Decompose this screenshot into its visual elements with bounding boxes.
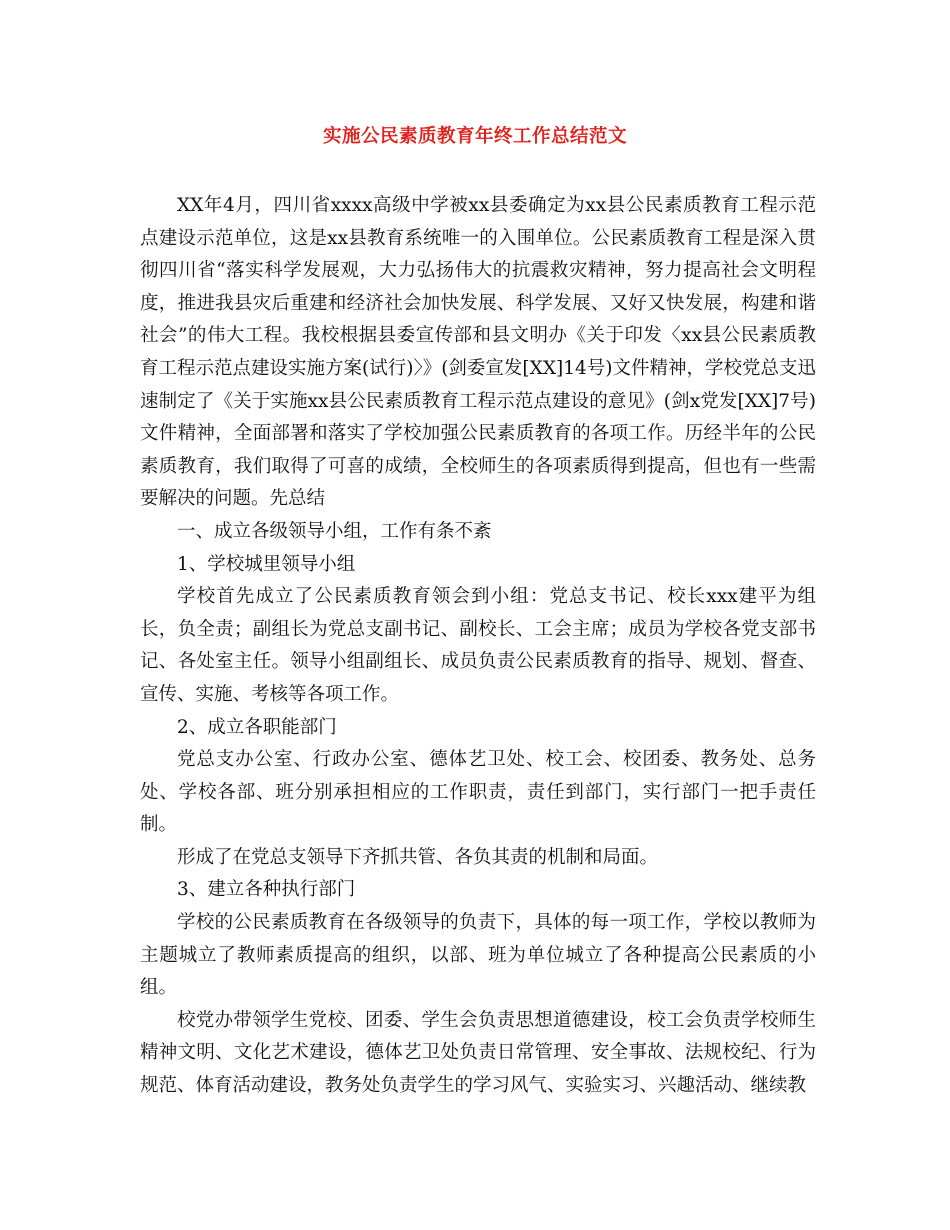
subsection-heading-2: 2、成立各职能部门 [177, 716, 337, 738]
paragraph-execution: 学校的公民素质教育在各级领导的负责下，具体的每一项工作，学校以教师为主题城立了教师素质提高的组织，以部、班为单位城立了各种提高公民素质的小组。 [140, 912, 816, 999]
document-body [140, 190, 816, 1103]
section-heading-1: 一、成立各级领导小组，工作有条不紊 [177, 520, 492, 542]
document-title: 实施公民素质教育年终工作总结范文 [322, 126, 627, 147]
paragraph-intro: XX年4月，四川省xxxx高级中学被xx县委确定为xx县公民素质教育工程示范点建设示范单位，这是xx县教育系统唯一的入围单位。公民素质教育工程是深入贯彻四川省“落实科学发展观，大力弘扬伟大的抗震救灾精神，努力提高社会文明程度，推进我县灾后重建和经济社会加快发展、科学发展、又好又快发展，构建和谐社会”的伟大工程。我校根据县委宣传部和县文明办《关于印发〈xx县公民素质教育工程示范点建设实施方案(试行)〉》(剑委宣发[XX]14号)文件精神，学校党总支迅速制定了《关于实施xx县公民素质教育工程示范点建设的意见》(剑x党发[XX]7号)文件精神，全面部署和落实了学校加强公民素质教育的各项工作。历经半年的公民素质教育，我们取得了可喜的成绩，全校师生的各项素质得到提高，但也有一些需要解决的问题。先总结 [140, 195, 816, 510]
subsection-heading-3: 3、建立各种执行部门 [177, 879, 356, 901]
paragraph-departments: 党总支办公室、行政办公室、德体艺卫处、校工会、校团委、教务处、总务处、学校各部、班分别承担相应的工作职责，责任到部门，实行部门一把手责任制。 [140, 749, 816, 836]
paragraph-responsibilities: 校党办带领学生党校、团委、学生会负责思想道德建设，校工会负责学校师生精神文明、文化艺术建设，德体艺卫处负责日常管理、安全事故、法规校纪、行为规范、体育活动建设，教务处负责学生的学习风气、实验实习、兴趣活动、继续教 [140, 1009, 816, 1097]
subsection-heading-1: 1、学校城里领导小组 [177, 553, 356, 575]
paragraph-leadership-group: 学校首先成立了公民素质教育领会到小组：党总支书记、校长xxx建平为组长，负全责；副组长为党总支副书记、副校长、工会主席；成员为学校各党支部书记、各处室主任。领导小组副组长、成员负责公民素质教育的指导、规划、督查、宣传、实施、考核等各项工作。 [140, 586, 816, 705]
paragraph-mechanism: 形成了在党总支领导下齐抓共管、各负其责的机制和局面。 [177, 846, 659, 868]
